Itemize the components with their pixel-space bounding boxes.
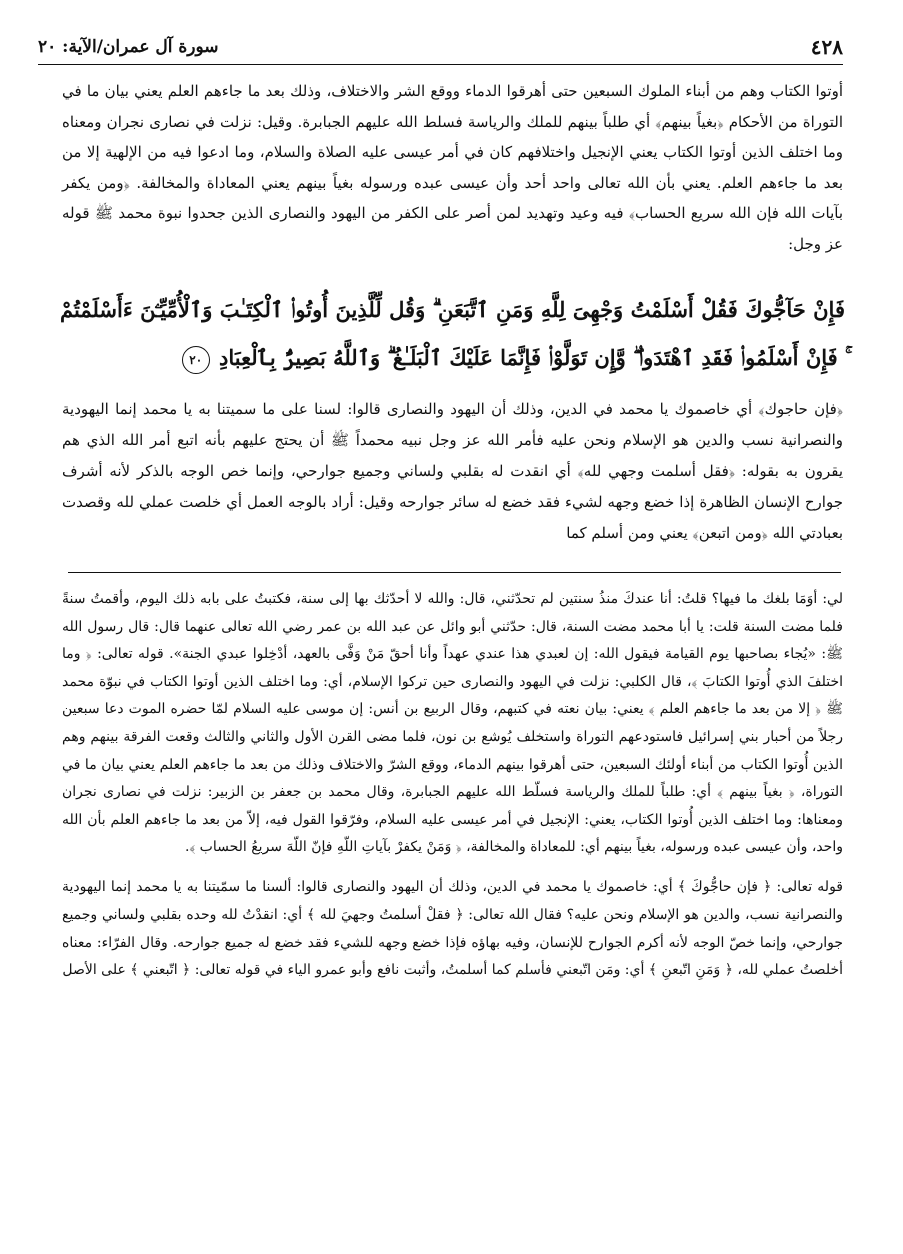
main-commentary-top: أوتوا الكتاب وهم من أبناء الملوك السبعين حتى أهرقوا الدماء ووقع الشر والاختلاف، وذلك بعد ما جاءهم العلم يعني بيان ما في التوراة من الأحكام ﴿بغياً بينهم﴾ أي طلباً بينهم للملك والرياسة فسلط الله عليهم الجبابرة. وقيل: نزلت في نصارى نجران ومعناه وما اختلف الذين أوتوا الكتاب يعني الإنجيل واختلافهم كان في أمر عيسى عليه الصلاة والسلام، وما ادعوا فيه من الإلهية إلا من بعد ما جاءهم العلم. يعني بأن الله تعالى واحد أحد وأن عيسى عبده ورسوله بغياً بينهم يعني المعاداة والمخالفة. ﴿ومن يكفر بآيات الله فإن الله سريع الحساب﴾ فيه وعيد وتهديد لمن أصر على الكفر من اليهود والنصارى الذين جحدوا نبوة محمد ﷺ قوله عز وجل: [62, 82, 843, 253]
running-header [38, 30, 843, 64]
quran-verse [60, 286, 845, 382]
header-rule [38, 64, 843, 65]
main-commentary-bottom: ﴿فإن حاجوك﴾ أي خاصموك يا محمد في الدين، وذلك أن اليهود والنصارى قالوا: لسنا على ما سميتنا به يا محمد إنما اليهودية والنصرانية نسب والدين هو الإسلام ونحن عليه فأمر الله عز وجل نبيه محمداً ﷺ أن يحتج عليهم بأنه اتبع أمر الله الذي هم يقرون به بقوله: ﴿فقل أسلمت وجهي لله﴾ أي انقدت له بقلبي ولساني وجميع جوارحي، وإنما خص الوجه بالذكر لأنه أشرف جوارح الإنسان الظاهرة إذا خضع وجهه لشيء فقد خضع له سائر جوارحه وقيل: أراد بالوجه العمل أي خلصت عملي لله وقصدت بعبادتي الله ﴿ومن اتبعن﴾ يعني ومن أسلم كما [62, 400, 843, 542]
verse-number-marker: ٢٠ [182, 346, 210, 374]
footnote-paragraph-2: قوله تعالى: ﴿ فإن حاجُّوكَ ﴾ أي: خاصموك يا محمد في الدين، وذلك أن اليهود والنصارى قالوا: ألسنا ما سمّيتنا به يا محمد إنما اليهودية والنصرانية نسب، والدين هو الإسلام ونحن عليه؟ فقال الله تعالى: ﴿ فقلْ أسلمتُ وجهيَ لله ﴾ أي: انقدْتُ لله وحده بقلبي ولساني وجميع جوارحي، وإنما خصّ الوجه لأنه أكرم الجوارح للإنسان، وفيه بهاؤه فإذا خضع وجهه للشيء فقد خضع له جميع جوارحه. وقال الفرّاء: معناه أخلصتُ عملي لله، ﴿ وَمَنِ اتّبعنِ ﴾ أي: ومَن اتّبعني فأسلم كما أسلمتُ، وأثبت نافع وأبو عمرو الياء في قوله تعالى: ﴿ اتّبعني ﴾ على الأصل [62, 878, 843, 979]
footnote-paragraph-1: لي: أوَمَا بلغك ما فيها؟ قلتُ: أنا عندكَ منذُ سنتين لم تحدّثني، قال: والله لا أحدّثك بها إلى سنة، فكتبتُ على بابه ذلك اليوم، وأقمتُ سنةً فلما مضت السنة قلت: يا أبا محمد مضت السنة، قال: حدّثني أبو وائل عن عبد الله بن عمر رضي الله تعالى عنهما قال: قال رسول الله ﷺ: «يُجاء بصاحبها يوم القيامة فيقول الله: إن لعبدي هذا عندي عهداً وأنا أحقّ مَنْ وَفَّى بالعهد، أدْخِلوا عبدي الجنة». قوله تعالى: ﴿ وما اختلفَ الذي أُوتوا الكتابَ ﴾، قال الكلبي: نزلت في اليهود والنصارى حين تركوا الإسلام، أي: وما اختلف الذين أوتوا الكتاب في نبوّة محمد ﷺ ﴿ إلا من بعد ما جاءهم العلم ﴾ يعني: بيان نعته في كتبهم، وقال الربيع بن أنس: إن موسى عليه السلام لمّا حضره الموت دعا سبعين رجلاً من أحبار بني إسرائيل فاستودعهم التوراة واستخلف يُوشع بن نون، فلما مضى القرن الأول والثاني والثالث وقعت الفرقة بينهم وهم الذين أُوتوا الكتاب من أبناء أولئك السبعين، حتى أهرقوا بينهم الدماء، ووقع الشرّ والاختلاف وذلك من بعد ما جاءهم العلم يعني بيان ما في التوراة، ﴿ بغياً بينهم ﴾ أي: طلباً للملك والرياسة فسلّط الله عليهم الجبابرة، وقال محمد بن جعفر بن الزبير: نزلت في نصارى نجران ومعناها: وما اختلف الذين أُوتوا الكتاب، يعني: الإنجيل في أمر عيسى عليه السلام، وفرّقوا القول فيه، إلاّ من بعد ما جاءهم العلم بأن الله واحد، وأن عيسى عبده ورسوله، بغياً بينهم أي: للمعاداة والمخالفة، ﴿ وَمَنْ يكفرْ بآياتِ اللّهِ فإنّ اللّهَ سريعُ الحساب ﴾. [62, 591, 844, 856]
page-number: ٤٢٨ [810, 35, 843, 59]
footnote-separator [68, 572, 841, 573]
footnotes-section [62, 586, 843, 985]
surah-verse-reference: سورة آل عمران/الآية: ٢٠ [38, 37, 219, 57]
quran-verse-text: فَإِنْ حَآجُّوكَ فَقُلْ أَسْلَمْتُ وَجْهِىَ لِلَّهِ وَمَنِ ٱتَّبَعَنِ ۗ وَقُل لِّلَّذِينَ أُوتُوا۟ ٱلْكِتَـٰبَ وَٱلْأُمِّيِّـۧنَ ءَأَسْلَمْتُمْ ۚ فَإِنْ أَسْلَمُوا۟ فَقَدِ ٱهْتَدَوا۟ ۖ وَّإِن تَوَلَّوْا۟ فَإِنَّمَا عَلَيْكَ ٱلْبَلَـٰغُ ۗ وَٱللَّهُ بَصِيرٌۢ بِٱلْعِبَادِ [60, 297, 845, 370]
